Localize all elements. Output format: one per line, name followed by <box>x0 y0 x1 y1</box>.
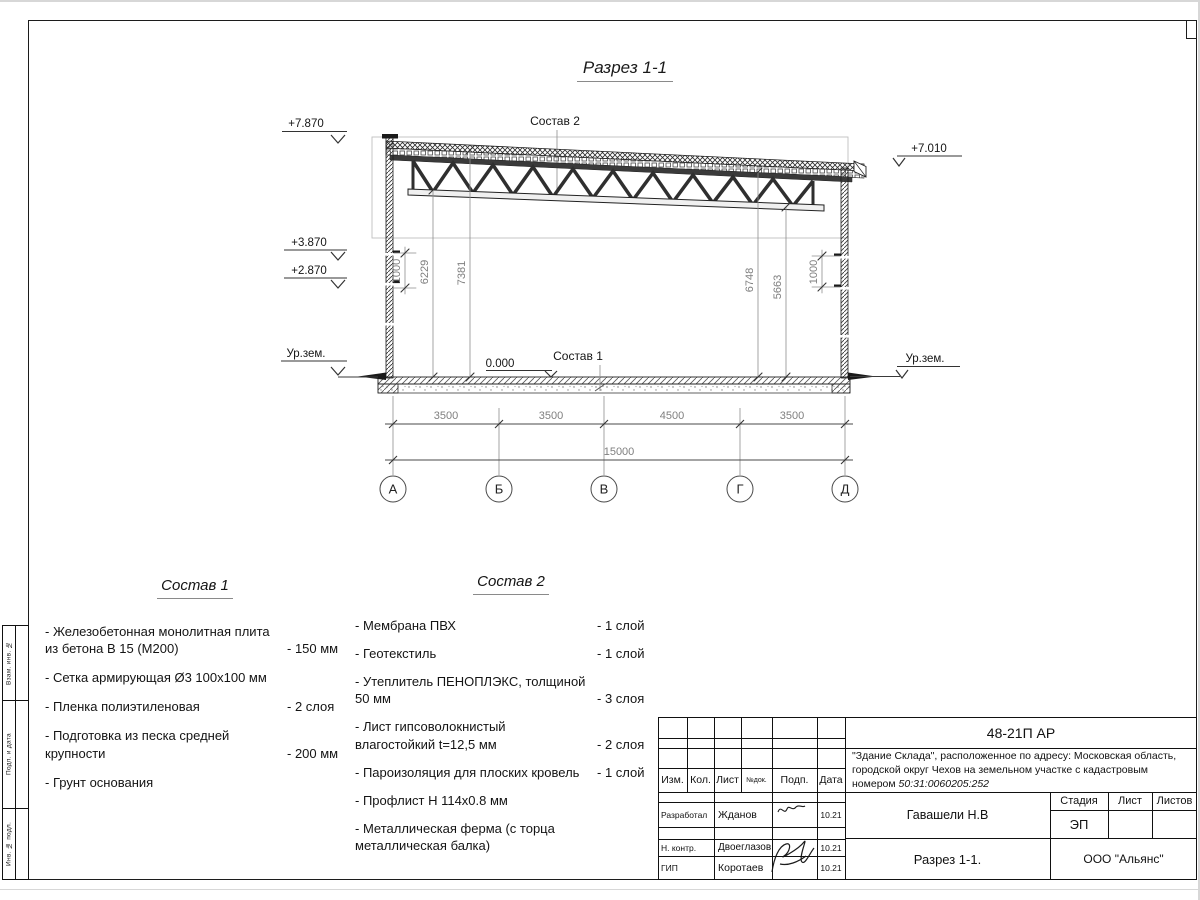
view-title <box>510 58 740 82</box>
sostav2-item: - Лист гипсоволокнистый влагостойкий t=12,5 мм - 2 слоя <box>355 719 645 752</box>
dim-3500-3: 3500 <box>779 410 805 422</box>
elev-ground-left: Ур.зем. <box>286 348 326 360</box>
sostav1-item: - Подготовка из песка средней крупности - 200 мм <box>45 728 339 761</box>
sostav2-item: - Мембрана ПВХ - 1 слой <box>355 617 645 633</box>
doc-code: 48-21П АР <box>986 724 1056 741</box>
elev-7010: +7.010 <box>911 143 947 155</box>
sostav2-item: - Геотекстиль - 1 слой <box>355 645 645 661</box>
col-kol: Кол. <box>690 774 711 786</box>
sostav1-item: - Грунт основания <box>45 774 154 790</box>
title-block <box>658 717 1197 880</box>
sheets-label: Листов <box>1156 795 1193 807</box>
roof-assembly <box>386 141 866 182</box>
dim-4500: 4500 <box>659 410 685 422</box>
dim-1000-right: 1000 <box>808 259 820 285</box>
row-name-dvoeglazov: Двоеглазов <box>718 842 772 853</box>
axis-g: Г <box>736 481 744 497</box>
sheet-name: Разрез 1-1. <box>913 851 982 867</box>
dim-7381: 7381 <box>456 260 468 286</box>
dim-3500-1: 3500 <box>433 410 459 422</box>
dim-6748: 6748 <box>744 267 756 293</box>
row-role-nkontr: Н. контр. <box>661 842 697 853</box>
sostav1-item: - Железобетонная монолитная плита из бетона В 15 (М200) - 150 мм <box>45 623 339 656</box>
left-parapet-cap <box>382 134 398 139</box>
margin-label-inv: Инв. № подл. <box>5 821 13 867</box>
sostav2-item: - Утеплитель ПЕНОПЛЭКС, толщиной 50 мм - 3 слоя <box>355 674 645 707</box>
sostav2-item: - Пароизоляция для плоских кровель - 1 слой <box>355 764 645 780</box>
row-name-zhdanov: Жданов <box>718 808 757 821</box>
sostav1-title: Состав 1 <box>45 576 345 599</box>
stage-value: ЭП <box>1069 816 1089 832</box>
sostav1-block <box>45 576 345 803</box>
row-role-gip: ГИП <box>661 863 678 873</box>
left-footing-wedge <box>358 373 386 381</box>
axis-v: В <box>599 481 609 497</box>
row-role-razrabotal: Разработал <box>661 809 708 820</box>
dim-15000: 15000 <box>603 446 635 458</box>
sostav2-block <box>355 572 667 865</box>
left-wall <box>386 138 393 378</box>
elev-ground-right: Ур.зем. <box>905 353 945 365</box>
row-date-1: 10.21 <box>820 809 842 820</box>
sostav1-item: - Сетка армирующая Ø3 100х100 мм <box>45 670 267 686</box>
dim-3500-2: 3500 <box>538 410 564 422</box>
floor-slab <box>338 373 900 394</box>
elev-2870: +2.870 <box>291 265 327 277</box>
elevation-marks-right <box>893 143 962 378</box>
elevation-marks-left <box>281 118 347 375</box>
sostav2-item: - Металлическая ферма (с торца металлическая балка) <box>355 821 555 854</box>
axis-d: Д <box>840 481 850 497</box>
stage-label: Стадия <box>1060 795 1098 807</box>
dim-5663: 5663 <box>772 274 784 300</box>
col-ndoc: №док. <box>746 776 767 784</box>
col-podp: Подп. <box>780 774 809 786</box>
elev-7870: +7.870 <box>288 118 324 130</box>
project-description: "Здание Склада", расположенное по адресу: Московская область, городской округ Чехов на земельном участке с кадастровым номером 50:31:0060205:252 <box>852 750 1177 790</box>
margin-label-vzam: Взам. инв. № <box>5 641 13 685</box>
sand-layer <box>378 384 850 393</box>
col-list: Лист <box>716 774 739 786</box>
sheet-label: Лист <box>1118 795 1142 807</box>
sostav2-item: - Профлист Н 114х0.8 мм <box>355 792 508 808</box>
axis-bubbles <box>380 476 858 502</box>
col-data: Дата <box>819 774 843 786</box>
zero-level-text: 0.000 <box>485 358 515 370</box>
sostav1-item: - Пленка полиэтиленовая - 2 слоя <box>45 699 335 715</box>
horizontal-dimensions <box>385 396 853 475</box>
slab-hatch-layer <box>378 377 850 384</box>
row-date-2: 10.21 <box>820 842 842 853</box>
view-title-text: Разрез 1-1 <box>577 58 673 82</box>
row-date-3: 10.21 <box>820 863 842 873</box>
axis-b: Б <box>494 481 504 497</box>
cadastral-number: 50:31:0060205:252 <box>898 777 990 790</box>
dim-6229: 6229 <box>419 259 431 285</box>
sostav2-title: Состав 2 <box>355 572 667 595</box>
company-name: ООО "Альянс" <box>1083 852 1164 866</box>
sostav2-ref-label: Состав 2 <box>530 114 580 128</box>
col-izm: Изм. <box>661 774 684 786</box>
elev-3870: +3.870 <box>291 237 327 249</box>
dim-1000-left: 1000 <box>391 258 403 284</box>
margin-label-podp: Подп. и дата <box>5 733 13 776</box>
sostav1-ref-label: Состав 1 <box>553 349 603 363</box>
row-name-korotaev: Коротаев <box>718 862 764 874</box>
axis-a: А <box>388 481 398 497</box>
zero-level-mark <box>486 358 557 377</box>
chief-name: Гавашели Н.В <box>906 808 989 822</box>
right-wall <box>841 168 848 378</box>
